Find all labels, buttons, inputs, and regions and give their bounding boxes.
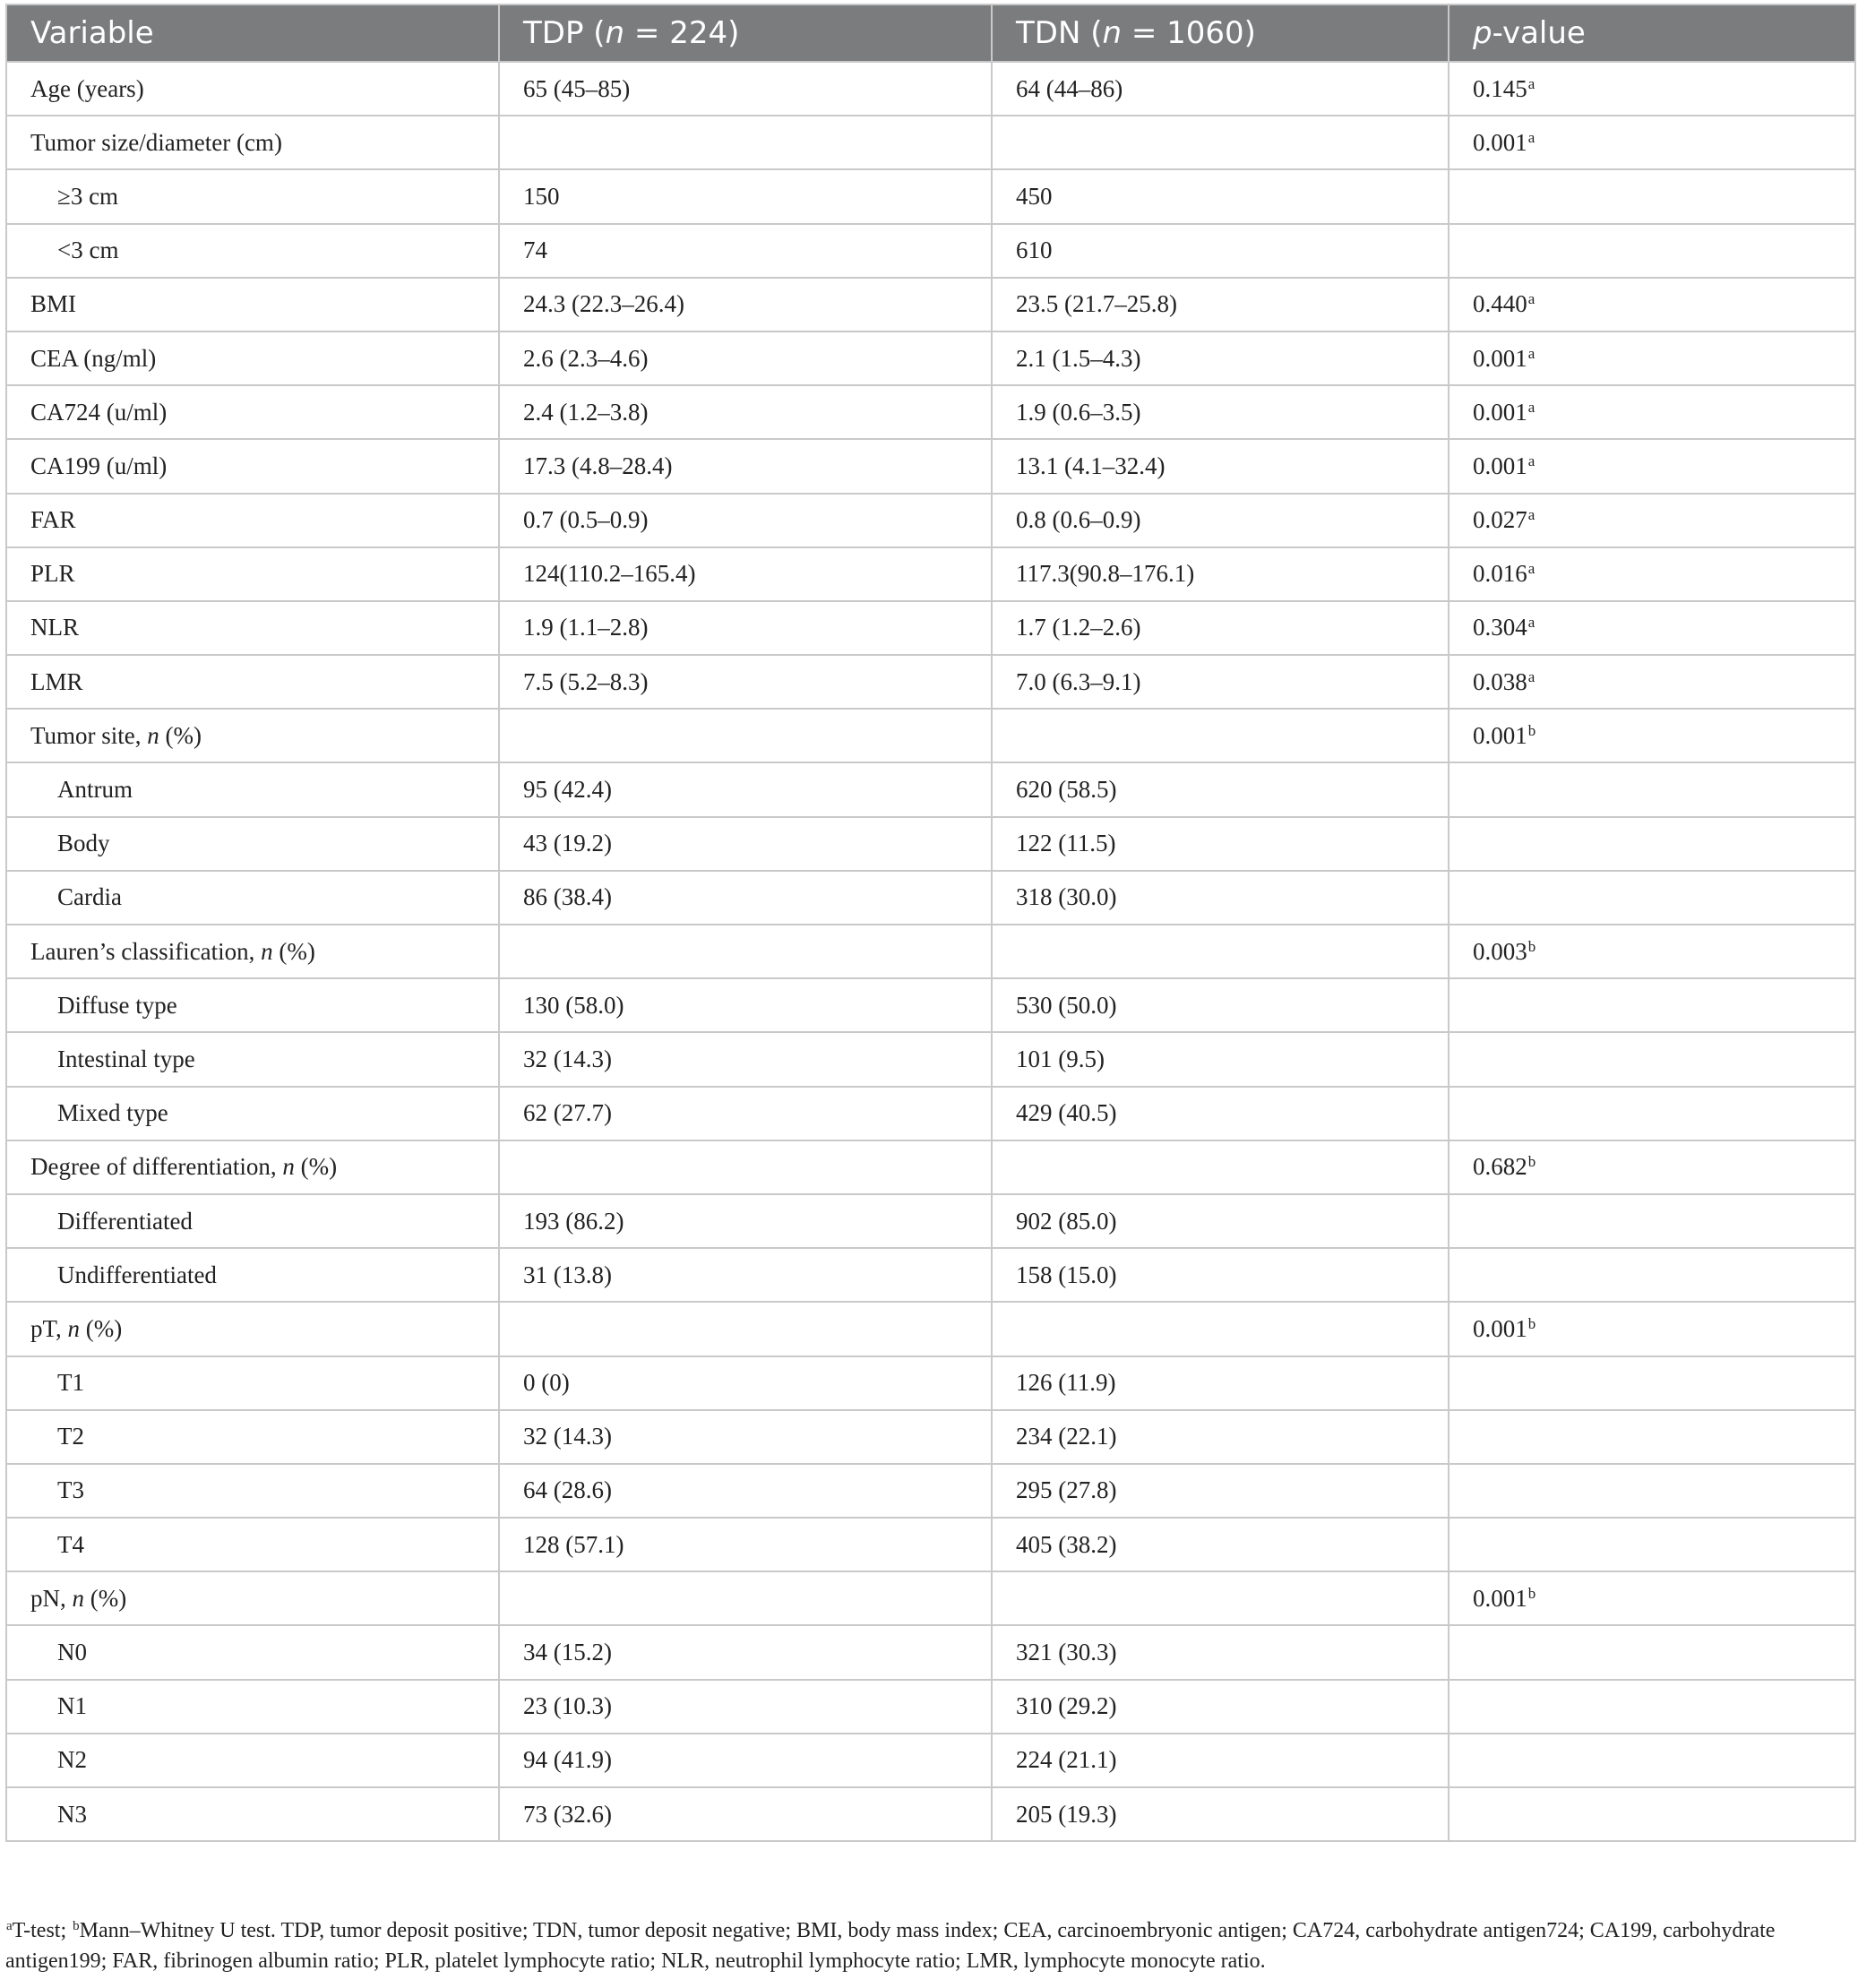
cell-p-value (1449, 1248, 1855, 1302)
table-row (6, 62, 1855, 116)
p-value: 0.001 (1473, 128, 1527, 156)
variable-suffix: (%) (80, 1314, 123, 1342)
variable-label: T4 (57, 1530, 84, 1558)
table-row (6, 1410, 1855, 1464)
p-value: 0.682 (1473, 1153, 1527, 1181)
cell-p-value (1449, 1194, 1855, 1248)
table-row (6, 1140, 1855, 1194)
cell-tdn (992, 1140, 1449, 1194)
table-row (6, 817, 1855, 871)
cell-tdp: 64 (28.6) (499, 1464, 992, 1518)
variable-label: N0 (57, 1639, 87, 1666)
cell-tdp: 43 (19.2) (499, 817, 992, 871)
table-row (6, 1248, 1855, 1302)
variable-label: Tumor size/diameter (cm) (30, 128, 282, 156)
header-tdp-post: = 224) (624, 15, 740, 51)
table-row (6, 1734, 1855, 1787)
table-row (6, 601, 1855, 655)
cell-tdp (499, 1302, 992, 1355)
table-row (6, 978, 1855, 1032)
variable-label: Differentiated (57, 1207, 193, 1235)
cell-variable (6, 1464, 499, 1518)
table-row (6, 1356, 1855, 1410)
cell-tdn (992, 925, 1449, 978)
cell-tdn: 902 (85.0) (992, 1194, 1449, 1248)
cell-tdp: 24.3 (22.3–26.4) (499, 278, 992, 331)
variable-label: Undifferentiated (57, 1261, 217, 1288)
characteristics-table (5, 4, 1856, 1842)
cell-tdp: 7.5 (5.2–8.3) (499, 655, 992, 709)
table-row (6, 1518, 1855, 1571)
cell-tdp: 62 (27.7) (499, 1087, 992, 1140)
header-p-post: -value (1492, 15, 1586, 51)
cell-p-value (1449, 385, 1855, 439)
cell-tdp: 150 (499, 169, 992, 223)
header-tdn-post: = 1060) (1122, 15, 1256, 51)
p-value-footnote-marker: b (1527, 1314, 1536, 1332)
variable-label: ≥3 cm (57, 182, 119, 210)
header-row (6, 4, 1855, 62)
cell-p-value (1449, 762, 1855, 816)
header-p-italic: p (1473, 15, 1492, 51)
cell-p-value (1449, 978, 1855, 1032)
variable-label: Age (years) (30, 74, 144, 102)
table-row (6, 169, 1855, 223)
cell-variable (6, 278, 499, 331)
table-row (6, 1571, 1855, 1625)
p-value-footnote-marker: b (1527, 937, 1536, 955)
header-tdn-pre: TDN ( (1016, 15, 1103, 51)
cell-tdn: 101 (9.5) (992, 1032, 1449, 1086)
variable-label: Cardia (57, 883, 122, 911)
cell-tdp: 124(110.2–165.4) (499, 547, 992, 601)
cell-p-value (1449, 1734, 1855, 1787)
p-value-footnote-marker: a (1527, 290, 1535, 308)
header-tdp (499, 4, 992, 62)
variable-n: n (72, 1584, 84, 1612)
cell-tdn: 13.1 (4.1–32.4) (992, 439, 1449, 493)
table-row (6, 655, 1855, 709)
cell-p-value (1449, 871, 1855, 925)
cell-tdn: 205 (19.3) (992, 1787, 1449, 1841)
variable-label: Mixed type (57, 1099, 168, 1127)
table-row (6, 709, 1855, 762)
header-variable: Variable (6, 4, 499, 62)
variable-n: n (67, 1314, 80, 1342)
variable-suffix: (%) (272, 937, 315, 965)
table-row (6, 278, 1855, 331)
cell-tdp: 1.9 (1.1–2.8) (499, 601, 992, 655)
cell-tdp: 95 (42.4) (499, 762, 992, 816)
cell-variable (6, 1787, 499, 1841)
variable-label: Body (57, 830, 110, 857)
p-value-footnote-marker: a (1527, 398, 1535, 416)
p-value-footnote-marker: a (1527, 74, 1535, 92)
footnote-text-b: Mann–Whitney U test. TDP, tumor deposit positive; TDN, tumor deposit negative; BMI, body mass index; CEA, carcinoembryonic antigen; CA724, carbohydrate antigen724; CA199, carbohydrate antigen199; FAR, fibrinogen albumin ratio; PLR, platelet lymphocyte ratio; NLR, neutrophil lymphocyte ratio; LMR, lymphocyte monocyte ratio. (5, 1919, 1776, 1973)
header-tdp-pre: TDP ( (523, 15, 606, 51)
cell-tdn: 224 (21.1) (992, 1734, 1449, 1787)
table-row (6, 224, 1855, 278)
cell-tdn: 295 (27.8) (992, 1464, 1449, 1518)
cell-tdn: 23.5 (21.7–25.8) (992, 278, 1449, 331)
table-row (6, 1087, 1855, 1140)
cell-tdp (499, 709, 992, 762)
cell-p-value (1449, 655, 1855, 709)
cell-variable (6, 1410, 499, 1464)
cell-variable (6, 1194, 499, 1248)
variable-suffix: (%) (84, 1584, 127, 1612)
cell-tdp: 130 (58.0) (499, 978, 992, 1032)
cell-p-value (1449, 1464, 1855, 1518)
cell-p-value (1449, 1518, 1855, 1571)
footnote-sup-b: b (73, 1919, 80, 1933)
variable-n: n (261, 937, 273, 965)
table-row (6, 1464, 1855, 1518)
cell-variable (6, 655, 499, 709)
variable-label: pT, (30, 1314, 68, 1342)
variable-n: n (282, 1153, 295, 1181)
cell-p-value (1449, 1302, 1855, 1355)
cell-tdn (992, 116, 1449, 169)
cell-tdn: 0.8 (0.6–0.9) (992, 494, 1449, 547)
cell-tdp: 34 (15.2) (499, 1625, 992, 1679)
table-row (6, 1032, 1855, 1086)
cell-variable (6, 224, 499, 278)
table-row (6, 1680, 1855, 1734)
cell-tdp: 23 (10.3) (499, 1680, 992, 1734)
cell-tdp: 2.6 (2.3–4.6) (499, 331, 992, 385)
variable-label: T3 (57, 1476, 84, 1504)
variable-suffix: (%) (159, 721, 202, 749)
cell-variable (6, 1032, 499, 1086)
cell-variable (6, 1087, 499, 1140)
table-footnote (5, 1915, 1851, 1976)
cell-tdn: 126 (11.9) (992, 1356, 1449, 1410)
p-value: 0.001 (1473, 1314, 1527, 1342)
cell-p-value (1449, 116, 1855, 169)
cell-tdp: 31 (13.8) (499, 1248, 992, 1302)
cell-tdp: 32 (14.3) (499, 1032, 992, 1086)
cell-tdn: 610 (992, 224, 1449, 278)
cell-p-value (1449, 1680, 1855, 1734)
table-row (6, 1302, 1855, 1355)
p-value: 0.027 (1473, 506, 1527, 534)
cell-tdp (499, 116, 992, 169)
cell-tdp: 17.3 (4.8–28.4) (499, 439, 992, 493)
cell-p-value (1449, 1787, 1855, 1841)
cell-tdn: 530 (50.0) (992, 978, 1449, 1032)
cell-tdp (499, 1140, 992, 1194)
cell-variable (6, 925, 499, 978)
cell-tdp: 65 (45–85) (499, 62, 992, 116)
cell-p-value (1449, 1410, 1855, 1464)
table-row (6, 762, 1855, 816)
cell-variable (6, 494, 499, 547)
p-value: 0.003 (1473, 937, 1527, 965)
cell-variable (6, 1680, 499, 1734)
cell-tdn: 310 (29.2) (992, 1680, 1449, 1734)
cell-p-value (1449, 494, 1855, 547)
cell-p-value (1449, 1032, 1855, 1086)
cell-p-value (1449, 817, 1855, 871)
variable-label: N3 (57, 1800, 87, 1828)
cell-p-value (1449, 62, 1855, 116)
cell-variable (6, 817, 499, 871)
cell-p-value (1449, 601, 1855, 655)
variable-label: Tumor site, (30, 721, 148, 749)
cell-tdp: 0.7 (0.5–0.9) (499, 494, 992, 547)
cell-tdn: 122 (11.5) (992, 817, 1449, 871)
variable-label: T2 (57, 1423, 84, 1450)
variable-suffix: (%) (294, 1153, 338, 1181)
cell-variable (6, 169, 499, 223)
table-row (6, 439, 1855, 493)
p-value-footnote-marker: b (1527, 721, 1536, 739)
cell-tdn: 7.0 (6.3–9.1) (992, 655, 1449, 709)
cell-variable (6, 601, 499, 655)
cell-tdp: 73 (32.6) (499, 1787, 992, 1841)
cell-variable (6, 1571, 499, 1625)
cell-tdn: 2.1 (1.5–4.3) (992, 331, 1449, 385)
variable-label: pN, (30, 1584, 73, 1612)
p-value-footnote-marker: a (1527, 344, 1535, 362)
cell-variable (6, 331, 499, 385)
cell-tdn: 321 (30.3) (992, 1625, 1449, 1679)
footnote-sup-a: a (6, 1919, 13, 1933)
header-p-value (1449, 4, 1855, 62)
table-row (6, 925, 1855, 978)
cell-tdp: 86 (38.4) (499, 871, 992, 925)
p-value: 0.145 (1473, 74, 1527, 102)
cell-p-value (1449, 925, 1855, 978)
cell-variable (6, 547, 499, 601)
variable-label: LMR (30, 667, 83, 695)
cell-variable (6, 1356, 499, 1410)
cell-tdp: 74 (499, 224, 992, 278)
cell-variable (6, 1625, 499, 1679)
p-value: 0.001 (1473, 398, 1527, 426)
cell-p-value (1449, 1356, 1855, 1410)
table-row (6, 547, 1855, 601)
table-container (5, 4, 1854, 1842)
header-tdn (992, 4, 1449, 62)
cell-tdp: 128 (57.1) (499, 1518, 992, 1571)
cell-tdp: 0 (0) (499, 1356, 992, 1410)
p-value-footnote-marker: a (1527, 506, 1535, 524)
p-value: 0.001 (1473, 721, 1527, 749)
table-row (6, 116, 1855, 169)
cell-p-value (1449, 439, 1855, 493)
cell-variable (6, 1518, 499, 1571)
variable-label: Degree of differentiation, (30, 1153, 283, 1181)
p-value: 0.001 (1473, 452, 1527, 479)
variable-label: Lauren’s classification, (30, 937, 262, 965)
p-value-footnote-marker: a (1527, 128, 1535, 146)
table-row (6, 494, 1855, 547)
variable-label: FAR (30, 506, 76, 534)
variable-label: Diffuse type (57, 991, 177, 1019)
footnote-text-a: T-test; (12, 1919, 73, 1942)
cell-variable (6, 1302, 499, 1355)
p-value: 0.038 (1473, 667, 1527, 695)
variable-label: CA199 (u/ml) (30, 452, 168, 479)
cell-p-value (1449, 224, 1855, 278)
cell-p-value (1449, 278, 1855, 331)
cell-tdn: 450 (992, 169, 1449, 223)
cell-tdn: 1.9 (0.6–3.5) (992, 385, 1449, 439)
variable-label: Intestinal type (57, 1045, 195, 1072)
cell-p-value (1449, 547, 1855, 601)
cell-variable (6, 116, 499, 169)
p-value-footnote-marker: b (1527, 1584, 1536, 1602)
cell-variable (6, 62, 499, 116)
cell-variable (6, 871, 499, 925)
cell-tdn: 1.7 (1.2–2.6) (992, 601, 1449, 655)
table-row (6, 331, 1855, 385)
cell-tdp: 32 (14.3) (499, 1410, 992, 1464)
header-tdp-n: n (605, 15, 625, 51)
table-row (6, 385, 1855, 439)
cell-tdn: 234 (22.1) (992, 1410, 1449, 1464)
cell-variable (6, 709, 499, 762)
cell-p-value (1449, 331, 1855, 385)
p-value-footnote-marker: a (1527, 560, 1535, 578)
cell-tdp (499, 1571, 992, 1625)
p-value-footnote-marker: a (1527, 667, 1535, 685)
cell-tdp: 94 (41.9) (499, 1734, 992, 1787)
cell-variable (6, 1140, 499, 1194)
variable-label: N2 (57, 1746, 87, 1774)
cell-tdn: 64 (44–86) (992, 62, 1449, 116)
cell-variable (6, 385, 499, 439)
variable-label: T1 (57, 1369, 84, 1397)
table-body (6, 62, 1855, 1841)
variable-label: <3 cm (57, 237, 119, 264)
table-row (6, 1194, 1855, 1248)
variable-n: n (147, 721, 159, 749)
variable-label: CA724 (u/ml) (30, 398, 168, 426)
table-row (6, 1787, 1855, 1841)
cell-tdn: 117.3(90.8–176.1) (992, 547, 1449, 601)
p-value-footnote-marker: b (1527, 1153, 1536, 1171)
p-value: 0.440 (1473, 290, 1527, 318)
cell-p-value (1449, 709, 1855, 762)
variable-label: Antrum (57, 776, 133, 804)
cell-p-value (1449, 1625, 1855, 1679)
variable-label: N1 (57, 1692, 87, 1720)
header-tdn-n: n (1102, 15, 1123, 51)
p-value: 0.001 (1473, 1584, 1527, 1612)
variable-label: NLR (30, 614, 79, 641)
cell-variable (6, 978, 499, 1032)
cell-tdn: 620 (58.5) (992, 762, 1449, 816)
cell-variable (6, 1734, 499, 1787)
cell-tdn (992, 1571, 1449, 1625)
cell-p-value (1449, 169, 1855, 223)
cell-variable (6, 1248, 499, 1302)
cell-tdp: 2.4 (1.2–3.8) (499, 385, 992, 439)
p-value: 0.304 (1473, 614, 1527, 641)
cell-tdp: 193 (86.2) (499, 1194, 992, 1248)
table-row (6, 871, 1855, 925)
cell-p-value (1449, 1087, 1855, 1140)
p-value-footnote-marker: a (1527, 614, 1535, 632)
cell-tdp (499, 925, 992, 978)
cell-p-value (1449, 1140, 1855, 1194)
variable-label: BMI (30, 290, 77, 318)
cell-tdn (992, 1302, 1449, 1355)
cell-tdn: 318 (30.0) (992, 871, 1449, 925)
cell-tdn: 405 (38.2) (992, 1518, 1449, 1571)
p-value: 0.016 (1473, 560, 1527, 588)
variable-label: CEA (ng/ml) (30, 344, 157, 372)
p-value: 0.001 (1473, 344, 1527, 372)
variable-label: PLR (30, 560, 75, 588)
cell-tdn: 158 (15.0) (992, 1248, 1449, 1302)
cell-p-value (1449, 1571, 1855, 1625)
cell-tdn (992, 709, 1449, 762)
cell-variable (6, 762, 499, 816)
p-value-footnote-marker: a (1527, 452, 1535, 469)
cell-tdn: 429 (40.5) (992, 1087, 1449, 1140)
cell-variable (6, 439, 499, 493)
table-row (6, 1625, 1855, 1679)
